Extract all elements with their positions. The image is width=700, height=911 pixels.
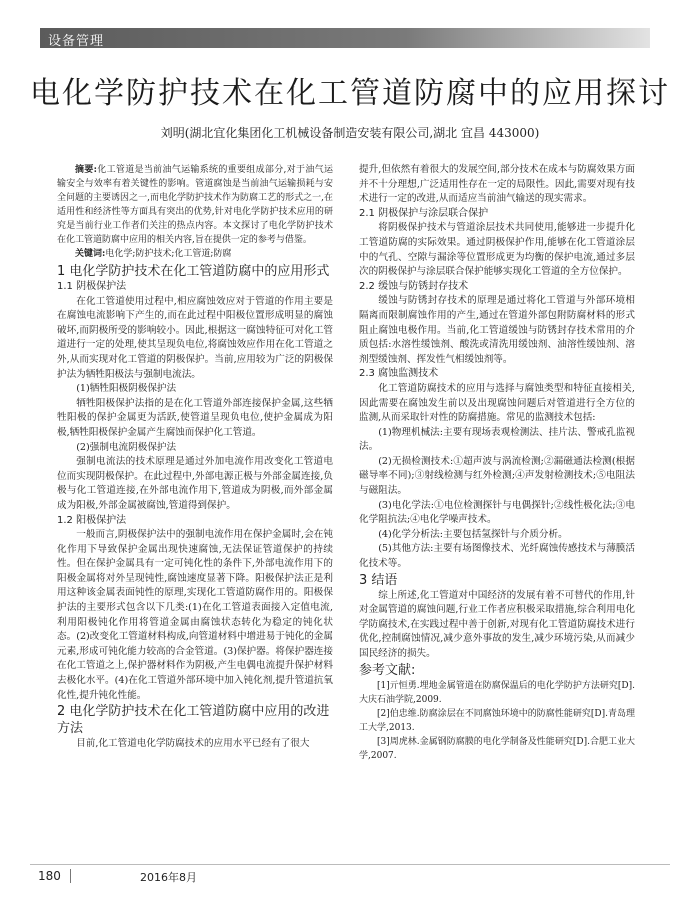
author-affiliation: 刘明(湖北宜化集团化工机械设备制造安装有限公司,湖北 宜昌 443000)	[160, 126, 540, 140]
paragraph: 缓蚀与防锈封存技术的原理是通过将化工管道与外部环境相隔离而限制腐蚀作用的产生,通过在管道外部包附防腐材料的形式阻止腐蚀电极作用。当前,化工管道缓蚀与防锈封存技术常用的介质包括:水溶性缓蚀剂、酸洗或清洗用缓蚀剂、油溶性缓蚀剂、溶剂型缓蚀剂、挥发性气相缓蚀剂等。	[359, 295, 635, 365]
page-footer	[30, 864, 670, 887]
list-item: (2)无损检测技术:①超声波与涡流检测;②漏磁通法检测(根据磁导率不同);③射线检测与红外检测;④声发射检测技术;⑤电阻法与磁阻法。	[359, 455, 635, 497]
paragraph: 提升,但依然有着很大的发展空间,部分技术在成本与防腐效果方面并不十分理想,广泛适用性存在一定的局限性。因此,需要对现有技术进行一定的改进,从而适应当前油气输送的现实需求。	[359, 164, 635, 205]
section-2-3-heading: 2.3 腐蚀监测技术	[359, 368, 439, 380]
section-1-1-heading: 1.1 阴极保护法	[57, 281, 127, 292]
column-label: 设备管理	[48, 34, 105, 49]
abstract	[57, 163, 333, 261]
paragraph: 将阴极保护技术与管道涂层技术共同使用,能够进一步提升化工管道防腐的实际效果。通过阴极保护作用,能够在化工管道涂层中的气孔、空隙与漏涂等位置形成更为均衡的保护电流,通过多层次的阴极保护与涂层联合保护能够实现化工管道的全方位保护。	[359, 222, 635, 278]
page-number: 180	[38, 869, 61, 883]
paragraph: 一般而言,阴极保护法中的强制电流作用在保护金属时,会在钝化作用下导致保护金属出现快速腐蚀,无法保证管道保护的持续性。但在保护金属具有一定可钝化性的条件下,外部电流作用下的阳极金属将对外呈现钝性,腐蚀速度显著下降。阳极保护法正是利用这种该金属表面钝性的原理,实现化工管道防腐作用的。阳极保护法的主要形式包含以下几类:(1)在化工管道表面接入定值电流,利用阳极钝化作用将管道金属由腐蚀状态转化为稳定的钝化状态。(2)改变化工管道材料构成,向管道材料中增进易于钝化的金属元素,形成可钝化能力较高的合金管道。(3)保护器。将保护器连接在化工管道之上,保护器材料作为阴极,产生电偶电流提升保护材料去极化水平。(4)在化工管道外部环境中加入钝化剂,提升管道抗氧化性,提升钝化性能。	[57, 529, 333, 701]
footer-divider	[70, 869, 71, 883]
subheading-impressed-current: (2)强制电流阴极保护法	[76, 441, 177, 453]
references-heading: 参考文献:	[359, 662, 416, 678]
paragraph: 综上所述,化工管道对中国经济的发展有着不可替代的作用,针对金属管道的腐蚀问题,行业工作者应积极采取措施,综合利用电化学防腐技术,在实践过程中善于创新,对现有化工管道防腐技术进行优化,控制腐蚀情况,减少意外事故的发生,减少环境污染,从而减少国民经济的损失。	[359, 589, 635, 659]
paragraph: 强制电流法的技术原理是通过外加电流作用改变化工管道电位而实现阴极保护。在此过程中,外部电源正极与外部金属连接,负极与化工管道连接,在外部电流作用下,管道成为阴极,而外部金属成为阳极,外部金属被腐蚀,管道得到保护。	[57, 456, 333, 511]
paper-title: 电化学防护技术在化工管道防腐中的应用探讨	[30, 76, 670, 111]
reference-item: [1]亓恒勇.埋地金属管道在防腐保温后的电化学防护方法研究[D].大庆石油学院,2009.	[359, 680, 635, 705]
section-2-1-heading: 2.1 阴极保护与涂层联合保护	[359, 207, 489, 219]
section-3-heading: 3 结语	[359, 572, 398, 588]
paragraph: 化工管道防腐技术的应用与选择与腐蚀类型和特征直接相关,因此需要在腐蚀发生前以及出现腐蚀问题后对管道进行全方位的监测,从而采取针对性的防腐措施。常见的监测技术包括:	[359, 382, 635, 424]
abstract-label: 摘要:	[75, 165, 97, 175]
list-item: (3)电化学法:①电位检测探针与电偶探针;②线性极化法;③电化学阻抗法;④电化学噪声技术。	[359, 499, 635, 526]
column-header-bar	[40, 28, 650, 48]
section-1-2-heading: 1.2 阳极保护法	[57, 514, 127, 526]
keywords-text: 电化学;防护技术;化工管道;防腐	[105, 249, 232, 259]
list-item: (1)物理机械法:主要有现场表观检测法、挂片法、警戒孔监视法。	[359, 426, 635, 453]
keywords-label: 关键词:	[75, 249, 106, 259]
right-column	[359, 163, 635, 763]
section-2-heading: 2 电化学防护技术在化工管道防腐中应用的改进方法	[57, 704, 330, 737]
subheading-sacrificial-anode: (1)牺牲阳极阴极保护法	[76, 383, 177, 395]
abstract-text: 化工管道是当前油气运输系统的重要组成部分,对于油气运输安全与效率有着关键性的影响。管道腐蚀是当前油气运输损耗与安全问题的主要诱因之一,而电化学防护技术作为防腐工艺的形式之一,在适用性和经济性等方面具有突出的优势,针对电化学防护技术应用的研究是当前行业工作者们关注的热点内容。本文探讨了电化学防护技术在化工管道防腐中应用的相关内容,旨在提供一定的参考与借鉴。	[57, 165, 333, 245]
reference-item: [3]周虎林.金属钢防腐膜的电化学制备及性能研究[D].合肥工业大学,2007.	[359, 736, 635, 761]
reference-item: [2]伯忠维.防腐涂层在不同腐蚀环境中的防腐性能研究[D].青岛理工大学,2013.	[359, 708, 635, 733]
paragraph: 在化工管道使用过程中,相应腐蚀效应对于管道的作用主要是在腐蚀电流影响下产生的,而在此过程中阳极位置形成明显的腐蚀破坏,而阴极所受的影响较小。因此,根据这一腐蚀特征可对化工管道进行一定的处理,使其呈现负电位,将腐蚀效应作用在化工管道之外,从而实现对化工管道的阴极保护。当前,应用较为广泛的阴极保护法为牺牲阳极法与强制电流法。	[57, 295, 333, 380]
list-item: (5)其他方法:主要有场图像技术、光纤腐蚀传感技术与薄膜活化技术等。	[359, 543, 635, 570]
paragraph: 目前,化工管道电化学防腐技术的应用水平已经有了很大	[76, 738, 310, 750]
references-list	[359, 679, 635, 763]
issue-date: 2016年8月	[140, 871, 197, 884]
left-column	[57, 163, 333, 752]
list-item: (4)化学分析法:主要包括氢探针与介质分析。	[378, 528, 568, 540]
section-1-heading: 1 电化学防护技术在化工管道防腐中的应用形式	[57, 264, 330, 279]
paragraph: 牺牲阳极保护法指的是在化工管道外部连接保护金属,这些牺牲阳极的保护金属更为活跃,使管道呈现负电位,使护金属成为阳极,牺牲阳极保护金属产生腐蚀而保护化工管道。	[57, 397, 333, 438]
section-2-2-heading: 2.2 缓蚀与防锈封存技术	[359, 280, 469, 292]
